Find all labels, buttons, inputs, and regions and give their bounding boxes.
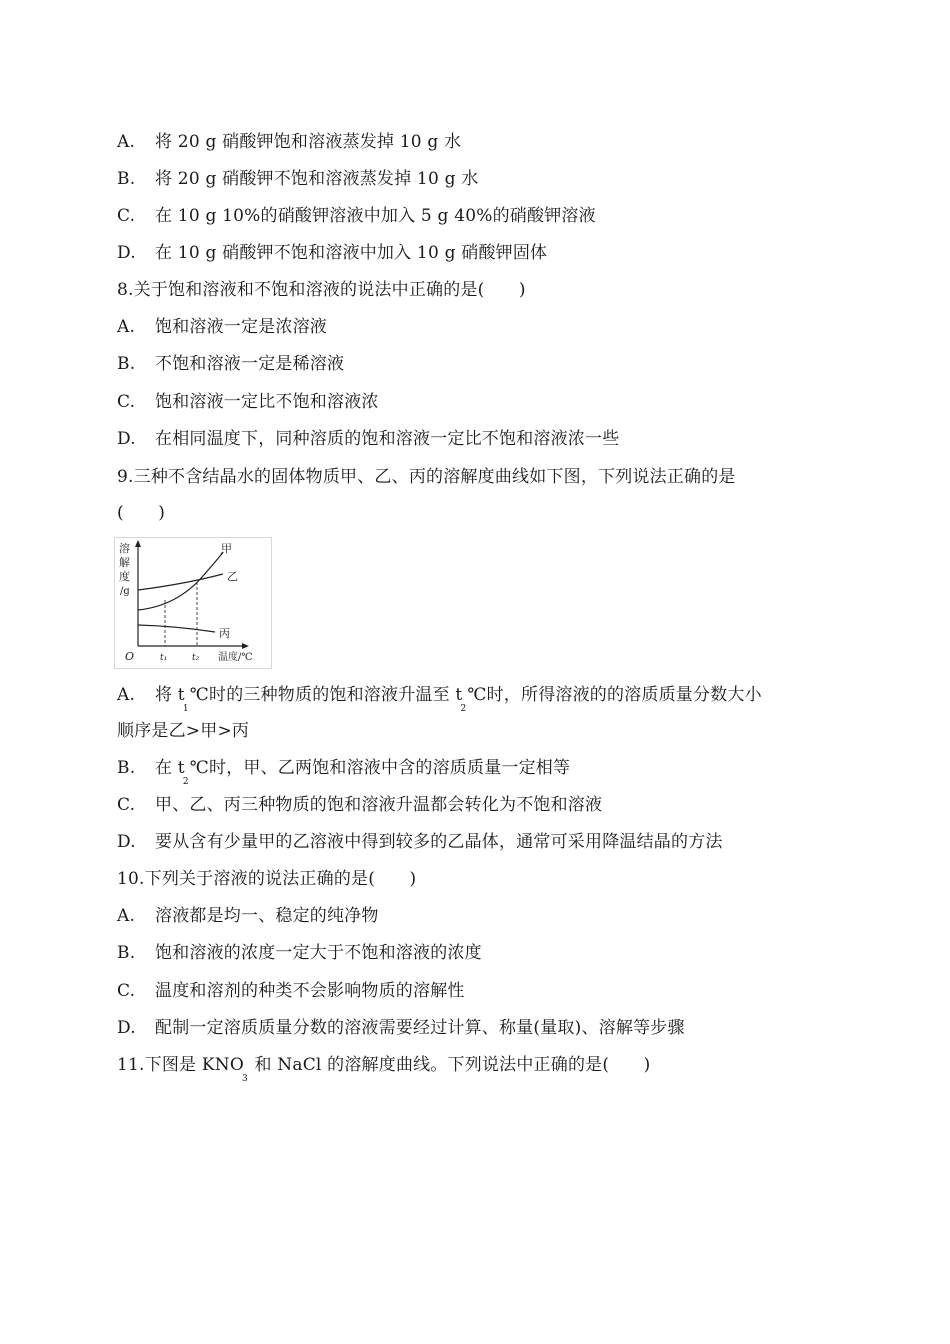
y-axis-label-4: /g: [120, 586, 130, 597]
q8-option-a: A. 饱和溶液一定是浓溶液: [117, 317, 327, 337]
tick-t1: t₁: [160, 653, 168, 663]
curve-label-yi: 乙: [227, 570, 238, 583]
q9-stem-line2: ( ): [117, 503, 166, 523]
curve-label-bing: 丙: [219, 627, 230, 640]
tick-t2: t₂: [192, 653, 200, 663]
q10-option-b: B. 饱和溶液的浓度一定大于不饱和溶液的浓度: [117, 943, 482, 963]
y-axis-label-2: 解: [119, 556, 130, 569]
q7-option-d: D. 在 10 g 硝酸钾不饱和溶液中加入 10 g 硝酸钾固体: [117, 243, 548, 263]
q7-option-c: C. 在 10 g 10%的硝酸钾溶液中加入 5 g 40%的硝酸钾溶液: [117, 206, 596, 226]
solubility-curve-figure: [114, 537, 272, 669]
curve-label-jia: 甲: [221, 542, 232, 555]
curve-jia: [138, 552, 223, 610]
q9-option-a-line1: A. 将 $t_1℃$时的三种物质的饱和溶液升温至 $t_2℃$时，所得溶液的的溶质质量分数大小: [117, 685, 762, 714]
solubility-curve-svg: [115, 538, 271, 668]
y-axis-arrow: [135, 540, 141, 547]
q8-option-d: D. 在相同温度下，同种溶质的饱和溶液一定比不饱和溶液浓一些: [117, 429, 620, 449]
q9-option-a-line2: 顺序是乙>甲>丙: [117, 721, 250, 741]
q7-option-b: B. 将 20 g 硝酸钾不饱和溶液蒸发掉 10 g 水: [117, 169, 479, 189]
y-axis-label-3: 度: [119, 570, 130, 583]
q8-option-b: B. 不饱和溶液一定是稀溶液: [117, 354, 345, 374]
q7-option-a: A. 将 20 g 硝酸钾饱和溶液蒸发掉 10 g 水: [117, 132, 462, 152]
q9-option-c: C. 甲、乙、丙三种物质的饱和溶液升温都会转化为不饱和溶液: [117, 795, 603, 815]
q8-option-c: C. 饱和溶液一定比不饱和溶液浓: [117, 392, 379, 412]
curve-bing: [138, 625, 215, 632]
y-axis-label-1: 溶: [119, 542, 130, 555]
curve-yi: [138, 574, 223, 590]
q8-stem: 8.关于饱和溶液和不饱和溶液的说法中正确的是( ): [117, 280, 526, 300]
q10-stem: 10.下列关于溶液的说法正确的是( ): [117, 869, 417, 889]
q10-option-d: D. 配制一定溶质质量分数的溶液需要经过计算、称量(量取)、溶解等步骤: [117, 1018, 685, 1038]
q10-option-c: C. 温度和溶剂的种类不会影响物质的溶解性: [117, 981, 465, 1001]
q9-option-d: D. 要从含有少量甲的乙溶液中得到较多的乙晶体，通常可采用降温结晶的方法: [117, 832, 723, 852]
x-axis-label: 温度/℃: [218, 652, 253, 663]
q10-option-a: A. 溶液都是均一、稳定的纯净物: [117, 906, 379, 926]
x-axis-arrow: [242, 643, 249, 649]
q9-stem-line1: 9.三种不含结晶水的固体物质甲、乙、丙的溶解度曲线如下图，下列说法正确的是: [117, 467, 736, 487]
origin-label: O: [125, 650, 135, 663]
q11-stem: 11.下图是 $KNO_3$ 和 NaCl 的溶解度曲线。下列说法中正确的是( ): [117, 1055, 651, 1084]
q9-option-b: B. 在 $t_2℃$时，甲、乙两饱和溶液中含的溶质质量一定相等: [117, 758, 571, 787]
